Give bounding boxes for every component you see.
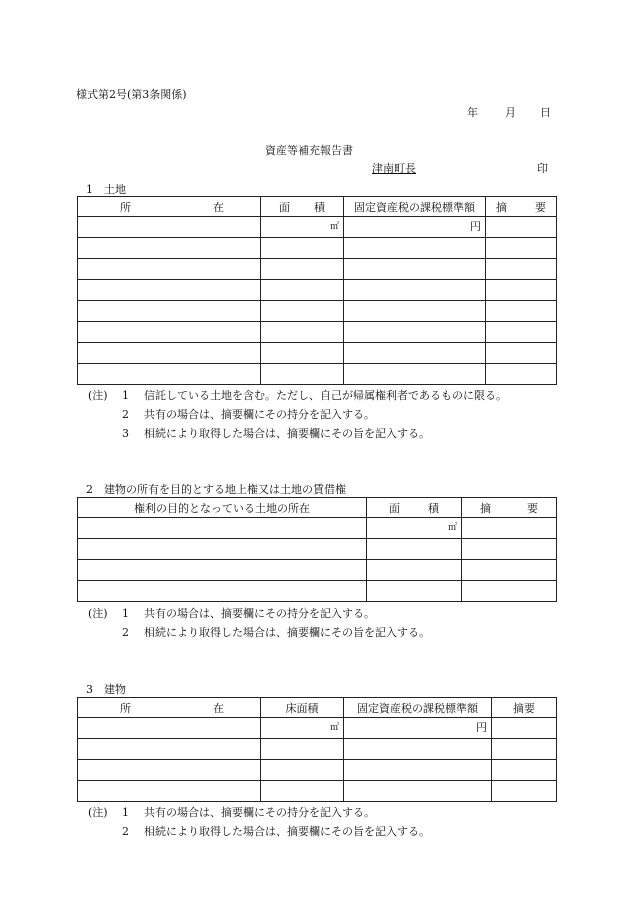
unit-yen: 円 xyxy=(476,721,487,734)
building-table xyxy=(77,697,557,802)
table-row xyxy=(78,322,557,343)
land-table-header xyxy=(78,197,557,217)
section1-note-1: (注) 1 信託している土地を含む。ただし、自己が帰属権利者であるものに限る。 xyxy=(88,389,507,402)
document-title: 資産等補充報告書 xyxy=(265,144,353,157)
land-table xyxy=(77,196,557,385)
table-row xyxy=(78,343,557,364)
table-row xyxy=(78,259,557,280)
table-row xyxy=(78,581,557,602)
table-row xyxy=(78,781,557,802)
date-year: 年 xyxy=(467,106,478,119)
leasehold-table xyxy=(77,497,557,602)
date-day: 日 xyxy=(540,106,551,119)
cell-area[interactable] xyxy=(261,217,344,238)
table-row xyxy=(78,560,557,581)
cell-location[interactable] xyxy=(78,518,367,539)
date-month: 月 xyxy=(505,106,516,119)
cell-standard-value[interactable] xyxy=(344,718,492,739)
table-row xyxy=(78,217,557,238)
col-standard-value: 固定資産税の課税標準額 xyxy=(344,197,486,217)
table-row xyxy=(78,718,557,739)
section2-note-2: 2 相続により取得した場合は、摘要欄にその旨を記入する。 xyxy=(122,626,430,639)
col-location: 権利の目的となっている土地の所在 xyxy=(78,498,367,518)
section1-note-2: 2 共有の場合は、摘要欄にその持分を記入する。 xyxy=(122,408,375,421)
cell-location[interactable] xyxy=(78,217,261,238)
col-area: 面 積 xyxy=(367,498,462,518)
table-row xyxy=(78,280,557,301)
col-location: 所 在 xyxy=(78,197,261,217)
col-location: 所 在 xyxy=(78,698,261,718)
section3-note-2: 2 相続により取得した場合は、摘要欄にその旨を記入する。 xyxy=(122,825,430,838)
table-row xyxy=(78,301,557,322)
cell-remarks[interactable] xyxy=(486,217,557,238)
unit-sqm: ㎡ xyxy=(329,222,339,232)
cell-remarks[interactable] xyxy=(492,718,557,739)
form-number: 様式第2号(第3条関係) xyxy=(76,88,187,101)
table-row xyxy=(78,518,557,539)
addressee: 津南町長 xyxy=(372,162,416,175)
col-area: 面 積 xyxy=(261,197,344,217)
col-remarks: 摘 要 xyxy=(486,197,557,217)
table-row xyxy=(78,760,557,781)
section2-heading: 2 建物の所有を目的とする地上権又は土地の賃借権 xyxy=(86,483,346,496)
col-floor-area: 床面積 xyxy=(261,698,344,718)
cell-floor-area[interactable] xyxy=(261,718,344,739)
section1-note-3: 3 相続により取得した場合は、摘要欄にその旨を記入する。 xyxy=(122,427,430,440)
leasehold-table-header xyxy=(78,498,557,518)
table-row xyxy=(78,539,557,560)
unit-yen: 円 xyxy=(470,220,481,233)
cell-standard-value[interactable] xyxy=(344,217,486,238)
cell-location[interactable] xyxy=(78,718,261,739)
seal-mark: 印 xyxy=(537,162,548,175)
addressee-line xyxy=(372,160,548,176)
cell-remarks[interactable] xyxy=(462,518,557,539)
section3-heading: 3 建物 xyxy=(86,683,126,696)
unit-sqm: ㎡ xyxy=(447,523,457,533)
col-remarks: 摘要 xyxy=(492,698,557,718)
building-table-header xyxy=(78,698,557,718)
table-row xyxy=(78,364,557,385)
section3-note-1: (注) 1 共有の場合は、摘要欄にその持分を記入する。 xyxy=(88,806,375,819)
unit-sqm: ㎡ xyxy=(329,723,339,733)
section1-heading: 1 土地 xyxy=(86,183,126,196)
section2-note-1: (注) 1 共有の場合は、摘要欄にその持分を記入する。 xyxy=(88,607,375,620)
col-standard-value: 固定資産税の課税標準額 xyxy=(344,698,492,718)
table-row xyxy=(78,739,557,760)
table-row xyxy=(78,238,557,259)
col-remarks: 摘 要 xyxy=(462,498,557,518)
cell-area[interactable] xyxy=(367,518,462,539)
